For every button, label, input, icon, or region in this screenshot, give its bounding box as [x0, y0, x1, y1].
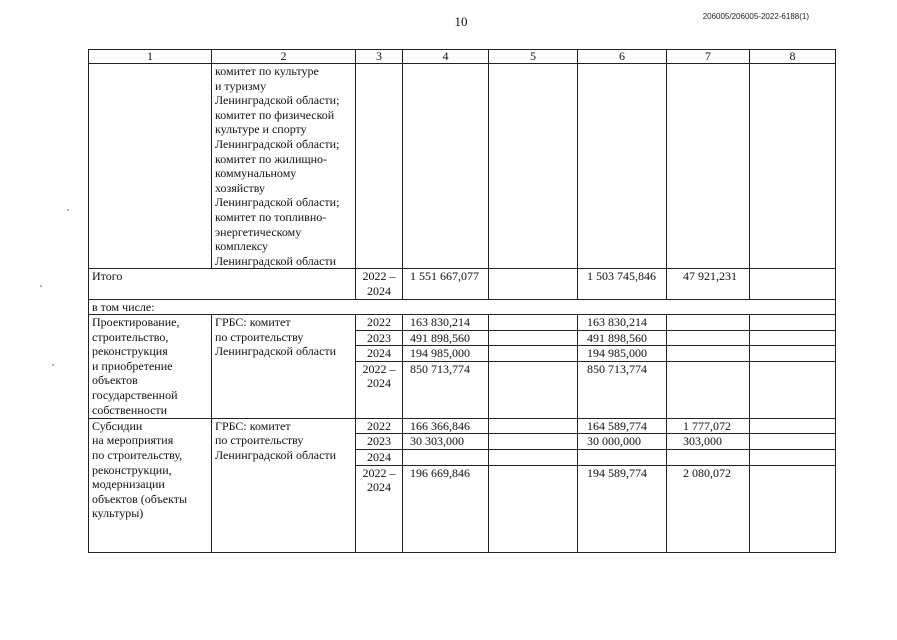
page-number: 10: [454, 14, 468, 29]
row-col4: [403, 450, 489, 466]
row-col8: [750, 450, 836, 466]
row-col6: 850 713,774: [578, 361, 667, 418]
responsible-continuation-row: [89, 64, 836, 269]
row-year: 2022: [356, 418, 403, 434]
row-year: 2023: [356, 330, 403, 346]
row-year: 2023: [356, 434, 403, 450]
row-col6: [578, 450, 667, 466]
cell-empty: [667, 64, 750, 269]
group-name: Проектирование, строительство, реконструкция и приобретение объектов государственной собственности: [89, 315, 212, 419]
row-col7: [667, 450, 750, 466]
row-col6: 194 589,774: [578, 465, 667, 552]
row-col5: [489, 450, 578, 466]
total-col7: 47 921,231: [667, 269, 750, 299]
row-col4: 850 713,774: [403, 361, 489, 418]
col-number-6: 6: [578, 50, 667, 64]
row-year: 2024: [356, 346, 403, 362]
row-col8: [750, 434, 836, 450]
total-col8: [750, 269, 836, 299]
total-col4: 1 551 667,077: [403, 269, 489, 299]
col-number-7: 7: [667, 50, 750, 64]
row-col6: 164 589,774: [578, 418, 667, 434]
row-col5: [489, 361, 578, 418]
row-col5: [489, 315, 578, 331]
row-col6: 163 830,214: [578, 315, 667, 331]
row-col8: [750, 346, 836, 362]
cell-empty: [489, 64, 578, 269]
row-col5: [489, 434, 578, 450]
cell-empty: [578, 64, 667, 269]
total-col6: 1 503 745,846: [578, 269, 667, 299]
row-col5: [489, 330, 578, 346]
row-col5: [489, 346, 578, 362]
col-number-5: 5: [489, 50, 578, 64]
row-col7: [667, 346, 750, 362]
col-number-1: 1: [89, 50, 212, 64]
row-col8: [750, 465, 836, 552]
group-grbs: ГРБС: комитет по строительству Ленинградской области: [212, 418, 356, 552]
group-name: Субсидии на мероприятия по строительству, реконструкции, модернизации объектов (объекты культуры): [89, 418, 212, 552]
row-col4: 491 898,560: [403, 330, 489, 346]
scan-speck: [67, 209, 69, 211]
row-col6: 194 985,000: [578, 346, 667, 362]
row-col5: [489, 418, 578, 434]
row-col8: [750, 330, 836, 346]
cell-empty: [356, 64, 403, 269]
group-grbs: ГРБС: комитет по строительству Ленинградской области: [212, 315, 356, 419]
total-row: [89, 269, 836, 299]
row-col4: 30 303,000: [403, 434, 489, 450]
row-col8: [750, 418, 836, 434]
row-col7: 1 777,072: [667, 418, 750, 434]
row-col4: 196 669,846: [403, 465, 489, 552]
row-col6: 491 898,560: [578, 330, 667, 346]
cell-empty: [89, 64, 212, 269]
table-row: [89, 418, 836, 434]
budget-table: [88, 49, 836, 553]
including-label: в том числе:: [89, 299, 836, 315]
total-col5: [489, 269, 578, 299]
scan-speck: [52, 364, 54, 366]
column-number-row: [89, 50, 836, 64]
including-row: [89, 299, 836, 315]
col-number-8: 8: [750, 50, 836, 64]
row-col4: 163 830,214: [403, 315, 489, 331]
row-col4: 194 985,000: [403, 346, 489, 362]
table-row: [89, 315, 836, 331]
row-year: 2022: [356, 315, 403, 331]
row-col7: [667, 315, 750, 331]
responsible-committees-list: комитет по культуре и туризму Ленинградской области; комитет по физической культуре и спорту Ленинградской области; комитет по жилищно- коммунальному хозяйству Ленинградской области; комитет по топливно- энергетическому комплексу Ленинградской области: [212, 64, 356, 269]
col-number-2: 2: [212, 50, 356, 64]
row-year: 2022 – 2024: [356, 361, 403, 418]
row-col7: [667, 361, 750, 418]
row-col8: [750, 315, 836, 331]
total-label: Итого: [89, 269, 356, 299]
row-col7: 303,000: [667, 434, 750, 450]
col-number-4: 4: [403, 50, 489, 64]
cell-empty: [403, 64, 489, 269]
col-number-3: 3: [356, 50, 403, 64]
document-code: 206005/206005-2022-6188(1): [702, 12, 809, 21]
cell-empty: [750, 64, 836, 269]
row-col7: [667, 330, 750, 346]
total-period: 2022 – 2024: [356, 269, 403, 299]
row-col7: 2 080,072: [667, 465, 750, 552]
row-col8: [750, 361, 836, 418]
row-year: 2022 – 2024: [356, 465, 403, 552]
row-col5: [489, 465, 578, 552]
row-col4: 166 366,846: [403, 418, 489, 434]
row-col6: 30 000,000: [578, 434, 667, 450]
scan-speck: [40, 285, 42, 287]
row-year: 2024: [356, 450, 403, 466]
